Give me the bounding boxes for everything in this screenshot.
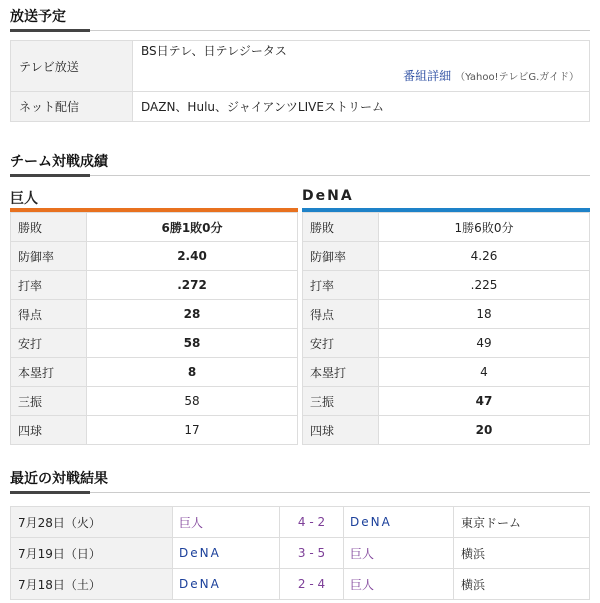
away-stat-row: [303, 416, 590, 445]
away-stat-label: 本塁打: [303, 358, 379, 387]
result-venue: [454, 507, 590, 538]
away-stat-value: 4.26: [379, 242, 590, 271]
result-venue-text: 横浜: [461, 546, 486, 561]
home-stat-label: 得点: [11, 300, 87, 329]
away-stat-label: 三振: [303, 387, 379, 416]
away-stat-row: [303, 242, 590, 271]
away-stat-label: 四球: [303, 416, 379, 445]
home-stat-value: 2.40: [87, 242, 298, 271]
home-stat-value: 8: [87, 358, 298, 387]
home-stat-row: [11, 358, 298, 387]
home-stat-row: [11, 271, 298, 300]
result-date-text: 7月28日（火）: [18, 515, 101, 530]
away-stat-value: 4: [379, 358, 590, 387]
result-row: [11, 507, 590, 538]
result-team1-link-text[interactable]: DeNA: [179, 546, 221, 560]
result-score-link[interactable]: [280, 507, 344, 538]
home-stat-value: 58: [87, 387, 298, 416]
result-date: [11, 538, 173, 569]
away-stat-value: 1勝6敗0分: [379, 213, 590, 242]
result-score-link-text[interactable]: 2 - 4: [297, 577, 326, 591]
result-venue-text: 横浜: [461, 577, 486, 592]
away-team-stats-table: [302, 212, 590, 445]
away-stat-row: [303, 358, 590, 387]
away-stat-value: 47: [379, 387, 590, 416]
result-date: [11, 569, 173, 600]
result-team2-link-text[interactable]: DeNA: [350, 515, 392, 529]
program-detail: [141, 67, 589, 84]
result-team1-link-text[interactable]: 巨人: [179, 515, 204, 530]
home-stat-row: [11, 387, 298, 416]
result-score-link-text[interactable]: 3 - 5: [297, 546, 326, 560]
result-team1-link[interactable]: [173, 569, 280, 600]
result-team2-link[interactable]: [344, 507, 454, 538]
away-stat-value: .225: [379, 271, 590, 300]
results-section-title: 最近の対戦結果: [10, 471, 108, 487]
result-team1-link-text[interactable]: DeNA: [179, 577, 221, 591]
home-stat-label: 防御率: [11, 242, 87, 271]
tv-broadcast-label: テレビ放送: [11, 41, 133, 92]
home-stat-value: 28: [87, 300, 298, 329]
program-detail-source: （Yahoo!テレビG.ガイド）: [455, 72, 579, 83]
away-stat-row: [303, 271, 590, 300]
result-team1-link[interactable]: [173, 538, 280, 569]
result-team2-link[interactable]: [344, 569, 454, 600]
away-stat-label: 安打: [303, 329, 379, 358]
away-stat-row: [303, 329, 590, 358]
net-stream-label: ネット配信: [11, 92, 133, 122]
home-stat-row: [11, 416, 298, 445]
home-stat-label: 勝敗: [11, 213, 87, 242]
broadcast-section-title: 放送予定: [10, 9, 66, 25]
home-stat-label: 三振: [11, 387, 87, 416]
away-stat-value: 20: [379, 416, 590, 445]
recent-results-table: [10, 506, 590, 600]
away-stat-row: [303, 300, 590, 329]
home-stat-label: 打率: [11, 271, 87, 300]
tv-broadcast-cell: [133, 41, 590, 92]
result-row: [11, 538, 590, 569]
results-title-underline: [10, 492, 590, 493]
home-team-name: 巨人: [10, 191, 38, 207]
away-stat-label: 防御率: [303, 242, 379, 271]
net-stream-value: DAZN、Hulu、ジャイアンツLIVEストリーム: [133, 92, 590, 122]
home-stat-label: 四球: [11, 416, 87, 445]
result-team2-link-text[interactable]: 巨人: [350, 546, 375, 561]
home-stat-row: [11, 213, 298, 242]
home-stat-row: [11, 300, 298, 329]
home-stat-label: 安打: [11, 329, 87, 358]
result-team2-link[interactable]: [344, 538, 454, 569]
home-stat-value: 6勝1敗0分: [87, 213, 298, 242]
away-stat-label: 得点: [303, 300, 379, 329]
home-stat-value: 17: [87, 416, 298, 445]
result-score-link-text[interactable]: 4 - 2: [297, 515, 326, 529]
home-team-stats-table: [10, 212, 298, 445]
home-stat-row: [11, 242, 298, 271]
away-stat-row: [303, 213, 590, 242]
tv-broadcast-value: BS日テレ、日テレジータス: [141, 44, 287, 58]
away-stat-value: 49: [379, 329, 590, 358]
result-row: [11, 569, 590, 600]
result-score-link[interactable]: [280, 569, 344, 600]
result-date-text: 7月18日（土）: [18, 577, 101, 592]
away-stat-value: 18: [379, 300, 590, 329]
result-team1-link[interactable]: [173, 507, 280, 538]
away-stat-label: 勝敗: [303, 213, 379, 242]
result-venue-text: 東京ドーム: [461, 515, 522, 530]
away-stat-label: 打率: [303, 271, 379, 300]
matchup-section-title: チーム対戦成績: [10, 154, 108, 170]
home-stat-row: [11, 329, 298, 358]
away-stat-row: [303, 387, 590, 416]
home-stat-value: .272: [87, 271, 298, 300]
home-stat-label: 本塁打: [11, 358, 87, 387]
broadcast-title-underline: [10, 30, 590, 31]
matchup-title-underline: [10, 175, 590, 176]
result-score-link[interactable]: [280, 538, 344, 569]
away-team-name: DeNA: [302, 188, 354, 204]
result-venue: [454, 569, 590, 600]
home-stat-value: 58: [87, 329, 298, 358]
program-detail-link[interactable]: 番組詳細: [403, 69, 452, 83]
result-venue: [454, 538, 590, 569]
result-date: [11, 507, 173, 538]
result-team2-link-text[interactable]: 巨人: [350, 577, 375, 592]
result-date-text: 7月19日（日）: [18, 546, 101, 561]
broadcast-table: [10, 40, 590, 122]
